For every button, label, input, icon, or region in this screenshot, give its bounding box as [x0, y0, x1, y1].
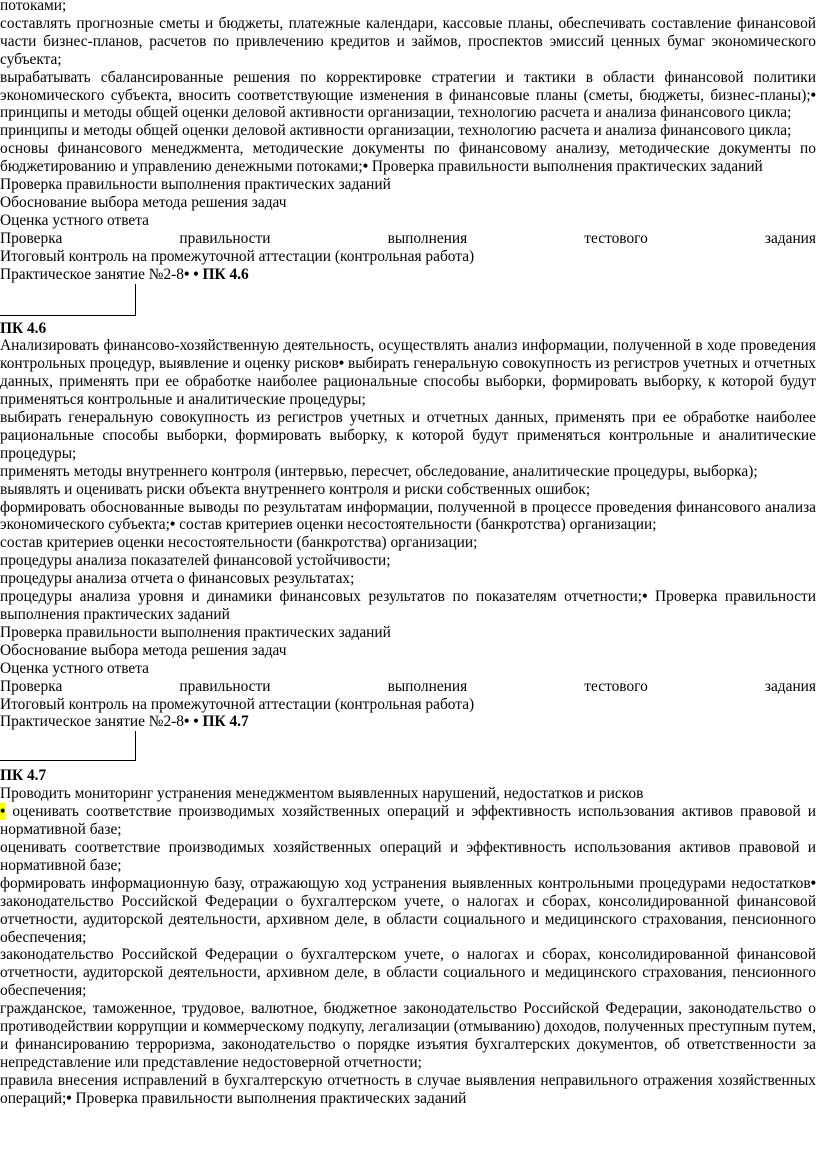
paragraph: формировать обоснованные выводы по результатам информации, полученной в процессе проведения финансового анализа экономического субъекта;• состав критериев оценки несостоятельности (банкротства) организации; — [0, 498, 816, 534]
assessment-line: Оценка устного ответа — [0, 659, 149, 677]
paragraph: принципы и методы общей оценки деловой активности организации, технологию расчета и анализа финансового цикла; — [0, 122, 792, 140]
paragraph: оценивать соответствие производимых хозяйственных операций и эффективность использования активов правовой и нормативной базе; — [0, 838, 816, 874]
bullet-icon: • — [642, 588, 648, 606]
section-heading: ПК 4.7 — [0, 767, 47, 785]
bullet-icon: • — [362, 158, 369, 176]
section-heading: ПК 4.6 — [0, 319, 47, 337]
assessment-line: Оценка устного ответа — [0, 211, 149, 229]
paragraph: процедуры анализа показателей финансовой устойчивости; — [0, 552, 391, 570]
paragraph: процедуры анализа уровня и динамики финансовых результатов по показателям отчетности;• Проверка правильности выполнения практических заданий — [0, 588, 816, 623]
assessment-line: Проверка правильности выполнения практических заданий — [0, 176, 391, 194]
paragraph: состав критериев оценки несостоятельности (банкротства) организации; — [0, 534, 478, 552]
bullet-icon: • — [338, 355, 345, 373]
paragraph: основы финансового менеджмента, методические документы по финансовому анализу, методические документы по бюджетированию и управлению денежными потоками;• Проверка правильности выполнения практических заданий — [0, 140, 816, 176]
assessment-test-line: Проверка правильности выполнения тестового задания — [0, 229, 816, 247]
assessment-test-line: Проверка правильности выполнения тестового задания — [0, 677, 816, 695]
paragraph: вырабатывать сбалансированные решения по корректировке стратегии и тактики в области финансовой политики экономического субъекта, вносить соответствующие изменения в финансовые планы (сметы, бюджеты, бизнес-планы);• принципы и методы общей оценки деловой активности организации, технологию расчета и анализа финансового цикла; — [0, 68, 816, 122]
paragraph: выбирать генеральную совокупность из регистров учетных и отчетных данных, применять при ее обработке наиболее рациональные способы выборки, формировать выборку, к которой будут применяться контрольные и аналитические процедуры; — [0, 409, 816, 462]
table-cell-border — [0, 284, 816, 320]
paragraph: • оценивать соответствие производимых хозяйственных операций и эффективность использования активов правовой и нормативной базе; — [0, 803, 816, 839]
paragraph: применять методы внутреннего контроля (интервью, пересчет, обследование, аналитические процедуры, выборка); — [0, 462, 758, 480]
assessment-line: Итоговый контроль на промежуточной аттестации (контрольная работа) — [0, 247, 475, 265]
paragraph: процедуры анализа отчета о финансовых результатах; — [0, 570, 355, 588]
bullet-icon: • — [169, 516, 176, 534]
text-line: потоками; — [0, 0, 67, 14]
assessment-line: Обоснование выбора метода решения задач — [0, 193, 287, 211]
bullet-icon: • — [810, 86, 816, 104]
assessment-line: Проверка правильности выполнения практических заданий — [0, 623, 391, 641]
bullet-icon: • — [184, 265, 190, 283]
paragraph: гражданское, таможенное, трудовое, валютное, бюджетное законодательство Российской Федерации, законодательство о противодействии коррупции и коммерческому подкупу, легализации (отмыванию) доходов, полученных преступным путем, и финансированию терроризма, законодательство о порядке изъятия бухгалтерских документов, об ответственности за непредставление или представление недостоверной отчетности; — [0, 1000, 816, 1071]
paragraph: формировать информационную базу, отражающую ход устранения выявленных контрольными процедурами недостатков• законодательство Российской Федерации о бухгалтерском учете, о налогах и сборах, консолидированной финансовой отчетности, аудиторской деятельности, архивном деле, в области социального и медицинского страхования, пенсионного обеспечения; — [0, 874, 816, 946]
bullet-icon: • — [810, 874, 816, 892]
practical-lesson-line: Практическое занятие №2-8• • ПК 4.6 — [0, 265, 249, 283]
bullet-icon: • — [184, 713, 190, 731]
paragraph: выявлять и оценивать риски объекта внутреннего контроля и риски собственных ошибок; — [0, 480, 591, 498]
paragraph: составлять прогнозные сметы и бюджеты, платежные календари, кассовые планы, обеспечивать составление финансовой части бизнес-планов, расчетов по привлечению кредитов и займов, проспектов эмиссий ценных бумаг экономического субъекта; — [0, 14, 816, 68]
table-cell-border — [0, 731, 816, 767]
practical-lesson-line: Практическое занятие №2-8• • ПК 4.7 — [0, 713, 249, 731]
paragraph: законодательство Российской Федерации о бухгалтерском учете, о налогах и сборах, консолидированной финансовой отчетности, аудиторской деятельности, архивном деле, в области социального и медицинского страхования, пенсионного обеспечения; — [0, 946, 816, 1000]
bullet-icon: • — [193, 265, 199, 283]
assessment-line: Обоснование выбора метода решения задач — [0, 641, 287, 659]
bullet-icon: • — [66, 1089, 72, 1107]
assessment-line: Итоговый контроль на промежуточной аттестации (контрольная работа) — [0, 695, 475, 713]
highlighted-bullet-icon: • — [0, 803, 6, 821]
paragraph: Проводить мониторинг устранения менеджментом выявленных нарушений, недостатков и рисков — [0, 785, 644, 803]
paragraph: Анализировать финансово-хозяйственную деятельность, осуществлять анализ информации, полученной в ходе проведения контрольных процедур, выявление и оценку рисков• выбирать генеральную совокупность из регистров учетных и отчетных данных, применять при ее обработке наиболее рациональные способы выборки, формировать выборку, к которой будут применяться контрольные и аналитические процедуры; — [0, 337, 816, 409]
bullet-icon: • — [193, 713, 199, 731]
paragraph: правила внесения исправлений в бухгалтерскую отчетность в случае выявления неправильного отражения хозяйственных операций;• Проверка правильности выполнения практических заданий — [0, 1071, 816, 1107]
